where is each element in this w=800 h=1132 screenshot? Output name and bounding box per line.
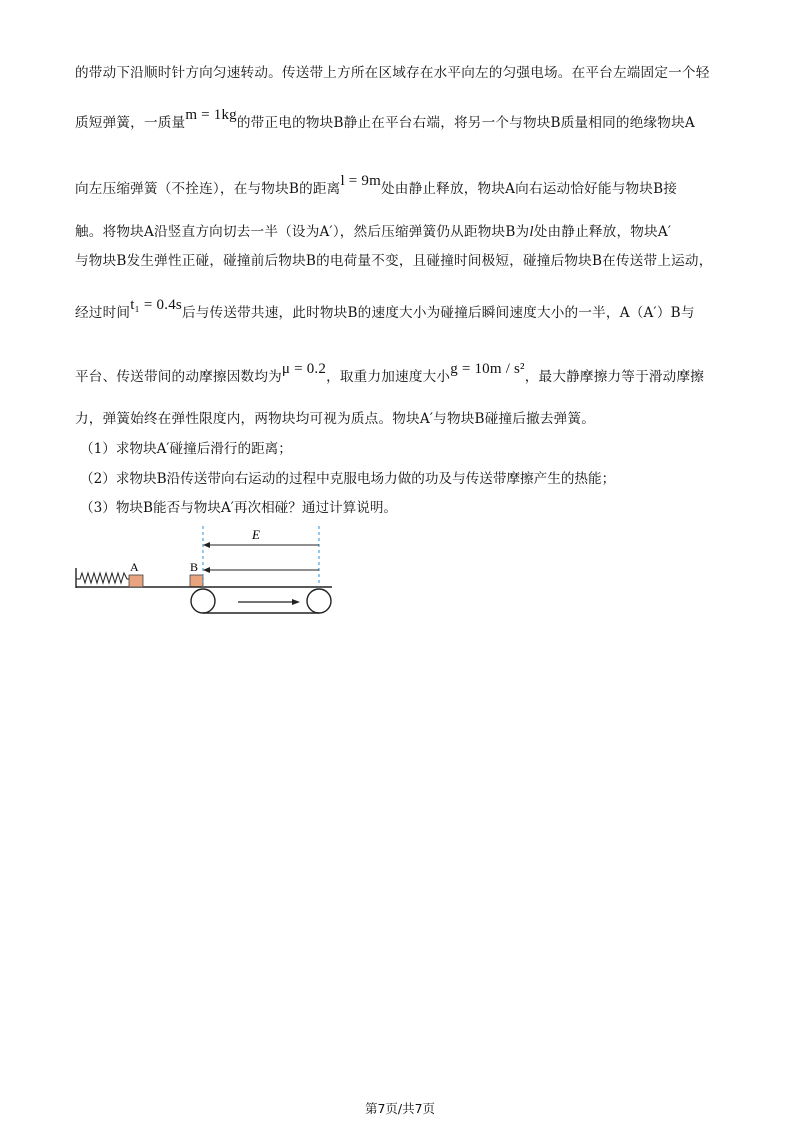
question-2: （2）求物块B沿传送带向右运动的过程中克服电场力做的功及与传送带摩擦产生的热能； <box>80 471 616 487</box>
paragraph-line-2: 质短弹簧，一质量m = 1kg的带正电的物块B静止在平台右端，将另一个与物块B质量相同的绝缘物块A <box>75 107 695 131</box>
paragraph-line-8: 力，弹簧始终在弹性限度内，两物块均可视为质点。物块A′与物块B碰撞后撤去弹簧。 <box>75 411 596 427</box>
block-b <box>190 575 203 587</box>
belt-arrowhead-icon <box>292 599 300 605</box>
field-arrow-lower-icon <box>203 567 210 573</box>
distance-symbol: l <box>529 224 534 240</box>
question-3: （3）物块B能否与物块A′再次相碰？通过计算说明。 <box>80 500 398 516</box>
paragraph-line-4: 触。将物块A沿竖直方向切去一半（设为A′），然后压缩弹簧仍从距物块B为l处由静止释放，物块A′ <box>75 224 672 240</box>
page-footer: 第7页/共7页 <box>364 1101 436 1116</box>
paragraph-line-1: 的带动下沿顺时针方向匀速转动。传送带上方所在区域存在水平向左的匀强电场。在平台左端固定一个轻 <box>75 65 710 81</box>
spring-icon <box>76 573 130 583</box>
question-1: （1）求物块A′碰撞后滑行的距离； <box>80 441 292 457</box>
field-arrow-upper-icon <box>203 542 210 548</box>
mass-formula: m = 1kg <box>185 107 237 123</box>
time-formula: t₁ = 0.4s <box>130 297 182 313</box>
distance-formula: l = 9m <box>340 173 381 189</box>
right-pulley <box>307 589 331 613</box>
left-pulley <box>191 589 215 613</box>
field-label-e: E <box>252 527 260 542</box>
label-a: A <box>130 560 139 574</box>
paragraph-line-5: 与物块B发生弹性正碰，碰撞前后物块B的电荷量不变，且碰撞时间极短，碰撞后物块B在传送带上运动， <box>75 253 713 269</box>
gravity-formula: g = 10m / s² <box>450 361 525 377</box>
paragraph-line-6: 经过时间t₁ = 0.4s后与传送带共速，此时物块B的速度大小为碰撞后瞬间速度大小的一半，A（A′）B与 <box>75 297 695 321</box>
conveyor-diagram <box>70 522 360 622</box>
paragraph-line-3: 向左压缩弹簧（不拴连），在与物块B的距离l = 9m处由静止释放，物块A向右运动恰好能与物块B接 <box>75 173 678 197</box>
label-b: B <box>190 560 199 574</box>
friction-formula: μ = 0.2 <box>281 361 327 377</box>
paragraph-line-7: 平台、传送带间的动摩擦因数均为μ = 0.2，取重力加速度大小g = 10m / s²，最大静摩擦力等于滑动摩擦 <box>75 361 705 385</box>
block-a <box>129 575 143 587</box>
